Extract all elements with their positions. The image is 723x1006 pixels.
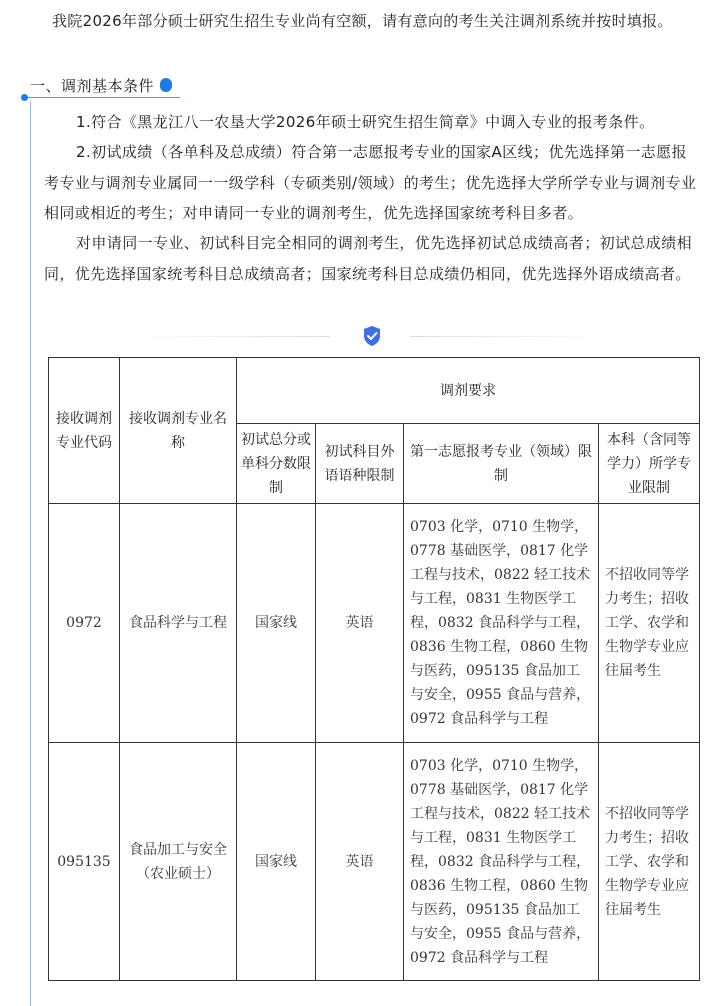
intro-paragraph: 我院2026年部分硕士研究生招生专业尚有空额，请有意向的考生关注调剂系统并按时填报。 [52,12,673,30]
header-language-limit: 初试科目外语语种限制 [316,424,404,504]
shield-check-icon [362,325,382,347]
condition-paragraph-1: 1.符合《黑龙江八一农垦大学2026年硕士研究生招生简章》中调入专业的报考条件。 [76,113,655,131]
row-first-choice: 0703 化学，0710 生物学，0778 基础医学，0817 化学工程与技术，0822 轻工技术与工程，0831 生物医学工程，0832 食品科学与工程，0836 生物工程，0860 生物与医药，095135 食品加工与安全，0955 食品与营养，0972 食品科学与工程 [404,743,599,981]
section-divider [130,322,610,352]
header-first-choice-limit: 第一志愿报考专业（领域）限制 [404,424,599,504]
row-language: 英语 [316,504,404,743]
section-heading [22,72,172,98]
header-score-limit: 初试总分或单科分数限制 [237,424,316,504]
heading-dot-icon [160,78,172,92]
row-score: 国家线 [237,743,316,981]
heading-underline [22,97,180,98]
condition-paragraph-3: 对申请同一专业、初试科目完全相同的调剂考生，优先选择初试总成绩高者；初试总成绩相同，优先选择国家统考科目总成绩高者；国家统考科目总成绩仍相同，优先选择外语成绩高者。 [44,234,693,283]
section-title: 一、调剂基本条件 [30,76,155,95]
adjustment-table [48,357,700,981]
header-requirements: 调剂要求 [237,358,700,424]
table-row [49,743,700,981]
row-name: 食品科学与工程 [120,504,237,743]
heading-bullet-icon [21,94,28,101]
row-undergrad: 不招收同等学力考生；招收工学、农学和生物学专业应往届考生 [599,504,700,743]
table-row [49,504,700,743]
divider-line-right [410,336,610,337]
row-code: 0972 [49,504,120,743]
header-name: 接收调剂专业名称 [120,358,237,504]
row-code: 095135 [49,743,120,981]
row-name: 食品加工与安全（农业硕士） [120,743,237,981]
condition-paragraph-2: 2.初试成绩（各单科及总成绩）符合第一志愿报考专业的国家A区线；优先选择第一志愿报考专业与调剂专业属同一一级学科（专硕类别/领域）的考生；优先选择大学所学专业与调剂专业相同或相近的考生；对申请同一专业的调剂考生，优先选择国家统考科目多者。 [44,143,697,222]
row-language: 英语 [316,743,404,981]
row-first-choice: 0703 化学，0710 生物学，0778 基础医学，0817 化学工程与技术，0822 轻工技术与工程，0831 生物医学工程，0832 食品科学与工程，0836 生物工程，0860 生物与医药，095135 食品加工与安全，0955 食品与营养，0972 食品科学与工程 [404,504,599,743]
header-undergrad-limit: 本科（含同等学力）所学专业限制 [599,424,700,504]
header-code: 接收调剂专业代码 [49,358,120,504]
left-vertical-rule [30,101,31,1006]
divider-line-left [130,336,330,337]
row-undergrad: 不招收同等学力考生；招收工学、农学和生物学专业应往届考生 [599,743,700,981]
row-score: 国家线 [237,504,316,743]
